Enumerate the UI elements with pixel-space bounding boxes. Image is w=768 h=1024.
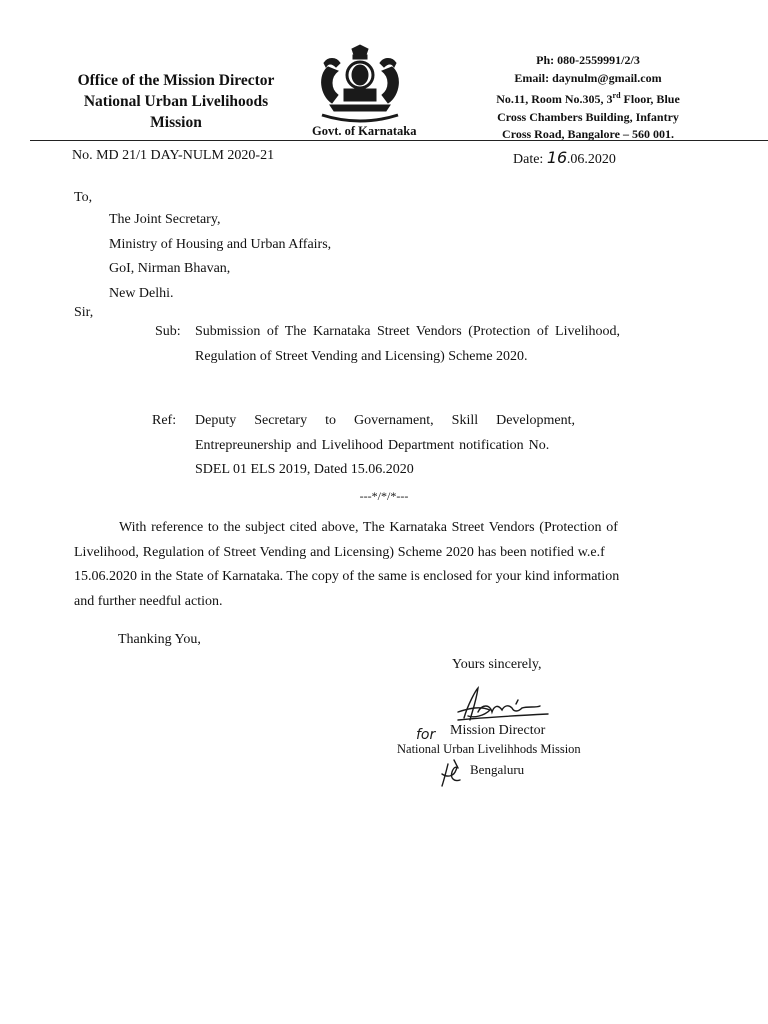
recipient-address: [109, 208, 331, 306]
signatory-city: Bengaluru: [470, 762, 525, 777]
date: [513, 148, 616, 168]
reference-line: Deputy Secretary to Governament, Skill Development,: [195, 413, 576, 428]
contact-block: [458, 52, 718, 144]
signature-prefix-handwritten: for: [416, 727, 436, 743]
office-title-line2: National Urban Livelihoods: [83, 93, 269, 110]
body-line: With reference to the subject cited above, The Karnataka Street Vendors (Protection of: [119, 520, 618, 535]
separator: ---*/*/*---: [359, 489, 409, 503]
karnataka-emblem-icon: [314, 45, 406, 127]
address-line2: Cross Chambers Building, Infantry: [497, 109, 679, 124]
reference-line: SDEL 01 ELS 2019, Dated 15.06.2020: [195, 462, 414, 477]
subject-text: Submission of The Karnataka Street Vendors (Protection of Livelihood, Regulation of Street Vending and Licensing) Scheme 2020.: [195, 324, 620, 364]
address-line: Ministry of Housing and Urban Affairs,: [109, 236, 332, 252]
body-line: and further needful action.: [74, 593, 223, 609]
reference-text: [195, 409, 620, 483]
signatory-designation: Mission Director: [450, 723, 546, 738]
salutation: Sir,: [74, 305, 94, 320]
address-line: New Delhi.: [109, 285, 174, 301]
address-line: GoI, Nirman Bhavan,: [109, 261, 231, 276]
body-line: Livelihood, Regulation of Street Vending and Licensing) Scheme 2020 has been notified w.e.f: [74, 544, 605, 560]
reference-number: No. MD 21/1 DAY-NULM 2020-21: [72, 148, 275, 163]
date-printed: .06.2020: [566, 152, 616, 167]
reference-line: Entrepreunership and Livelihood Department notification No.: [195, 437, 550, 453]
address-line: The Joint Secretary,: [109, 212, 221, 227]
yours-sincerely: Yours sincerely,: [452, 657, 542, 672]
office-title-line3: Mission: [150, 114, 202, 131]
reference-label: Ref:: [152, 413, 177, 428]
signatory-mission: National Urban Livelihhods Mission: [397, 742, 581, 756]
office-title-line1: Office of the Mission Director: [77, 72, 275, 89]
subject-label: Sub:: [155, 324, 181, 339]
body-paragraph: [74, 516, 701, 614]
body-line: 15.06.2020 in the State of Karnataka. The copy of the same is enclosed for your kind information: [74, 569, 620, 584]
date-label: Date:: [513, 152, 544, 167]
thanking-you: Thanking You,: [118, 632, 201, 647]
govt-label: Govt. of Karnataka: [312, 124, 417, 138]
phone: Ph: 080-2559991/2/3: [536, 53, 640, 67]
date-handwritten-day: 16: [546, 148, 568, 167]
address-line1: No.11, Room No.305, 3rd Floor, Blue: [496, 91, 680, 106]
office-title: [60, 70, 292, 133]
email: Email: daynulm@gmail.com: [514, 70, 662, 85]
to-label: To,: [74, 190, 93, 205]
address-line3: Cross Road, Bangalore – 560 001.: [502, 127, 674, 141]
header-divider: [30, 140, 768, 141]
